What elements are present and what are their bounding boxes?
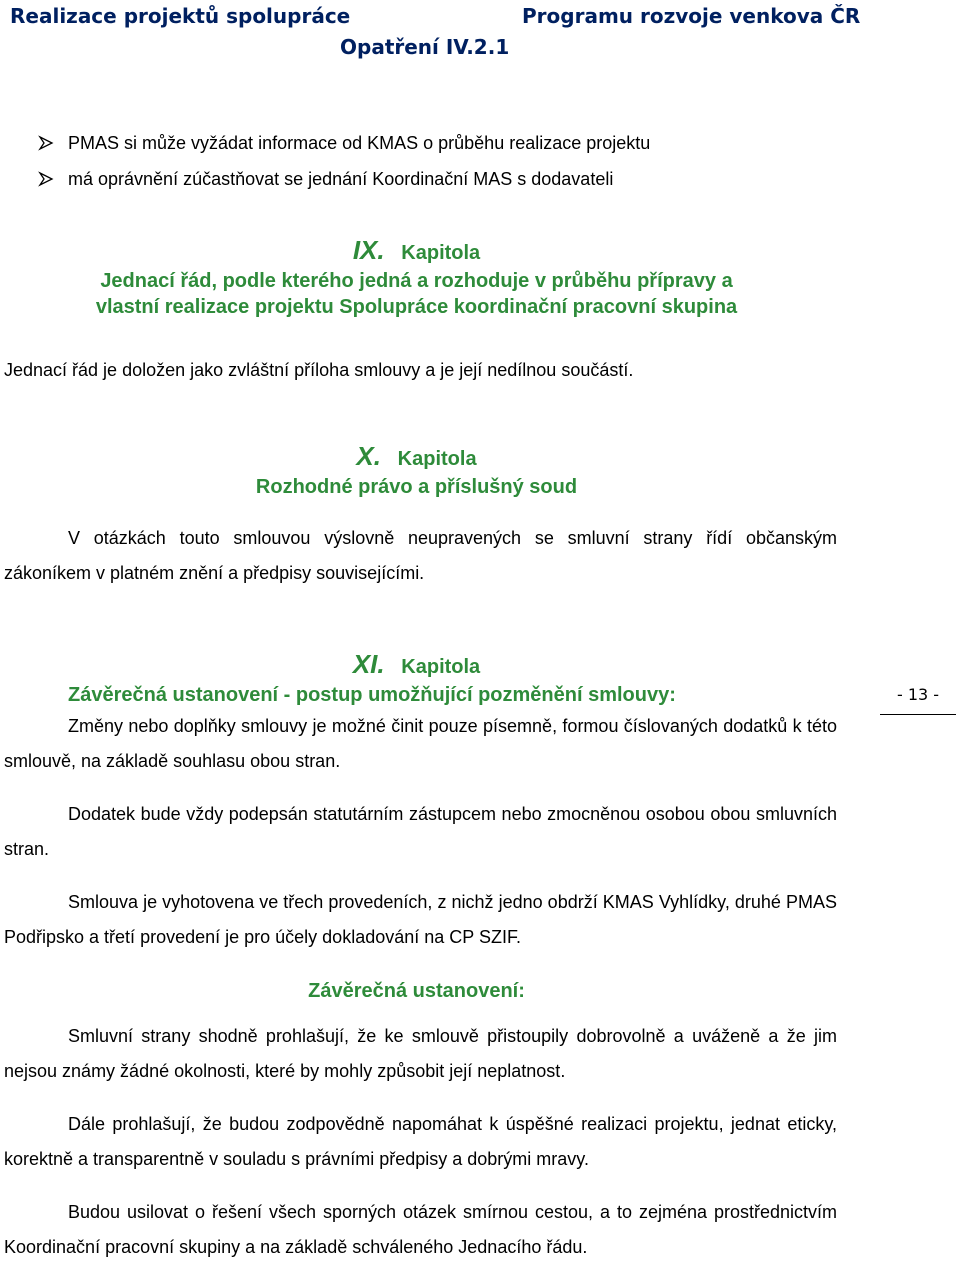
- paragraph: Jednací řád je doložen jako zvláštní příloha smlouvy a je její nedílnou součástí.: [4, 360, 634, 380]
- chapter-title-line: vlastní realizace projektu Spolupráce koordinační pracovní skupina: [95, 296, 738, 318]
- chapter-number: IX.: [352, 235, 385, 265]
- arrow-bullet-icon: [38, 167, 68, 191]
- chapter-word: Kapitola: [401, 656, 481, 678]
- page-number: - 13 -: [896, 685, 940, 704]
- chapter-title: Rozhodné právo a příslušný soud: [255, 476, 578, 498]
- chapter-title-line: Jednací řád, podle kterého jedná a rozhoduje v průběhu přípravy a: [100, 270, 733, 292]
- chapter-heading-x: [0, 441, 833, 471]
- chapter-number: XI.: [352, 649, 385, 679]
- chapter-number: X.: [356, 441, 381, 471]
- header-right: Programu rozvoje venkova ČR: [522, 4, 861, 28]
- paragraph: Dodatek bude vždy podepsán statutárním zástupcem nebo zmocněnou osobou obou smluvních stran.: [4, 804, 837, 859]
- paragraph: Změny nebo doplňky smlouvy je možné činit pouze písemně, formou číslovaných dodatků k této smlouvě, na základě souhlasu obou stran.: [4, 716, 837, 771]
- paragraph: Dále prohlašují, že budou zodpovědně napomáhat k úspěšné realizaci projektu, jednat eticky, korektně a transparentně v souladu s právními předpisy a dobrými mravy.: [4, 1114, 837, 1169]
- paragraph: Smluvní strany shodně prohlašují, že ke smlouvě přistoupily dobrovolně a uváženě a že jim nejsou známy žádné okolnosti, které by mohly způsobit její neplatnost.: [4, 1026, 837, 1081]
- bullet-item: [38, 131, 650, 155]
- header-center: Opatření IV.2.1: [340, 35, 510, 59]
- page-number-underline: [880, 714, 956, 715]
- paragraph: V otázkách touto smlouvou výslovně neupravených se smluvní strany řídí občanským zákoníkem v platném znění a předpisy souvisejícími.: [4, 528, 837, 583]
- chapter-word: Kapitola: [401, 242, 481, 264]
- paragraph: Budou usilovat o řešení všech sporných otázek smírnou cestou, a to zejména prostřednictvím Koordinační pracovní skupiny a na základě schváleného Jednacího řádu.: [4, 1202, 837, 1257]
- chapter-heading-ix: [0, 235, 833, 265]
- chapter-word: Kapitola: [397, 448, 477, 470]
- header-left: Realizace projektů spolupráce: [10, 4, 351, 28]
- bullet-item: [38, 167, 613, 191]
- section-subtitle: Závěrečná ustanovení:: [308, 980, 525, 1002]
- arrow-bullet-icon: [38, 131, 68, 155]
- chapter-title: Závěrečná ustanovení - postup umožňující pozměnění smlouvy:: [68, 684, 676, 706]
- paragraph: Smlouva je vyhotovena ve třech provedeních, z nichž jedno obdrží KMAS Vyhlídky, druhé PMAS Podřipsko a třetí provedení je pro účely dokladování na CP SZIF.: [4, 892, 837, 947]
- chapter-heading-xi: [0, 649, 833, 679]
- bullet-text: má oprávnění zúčastňovat se jednání Koordinační MAS s dodavateli: [68, 169, 614, 189]
- bullet-text: PMAS si může vyžádat informace od KMAS o průběhu realizace projektu: [68, 133, 651, 153]
